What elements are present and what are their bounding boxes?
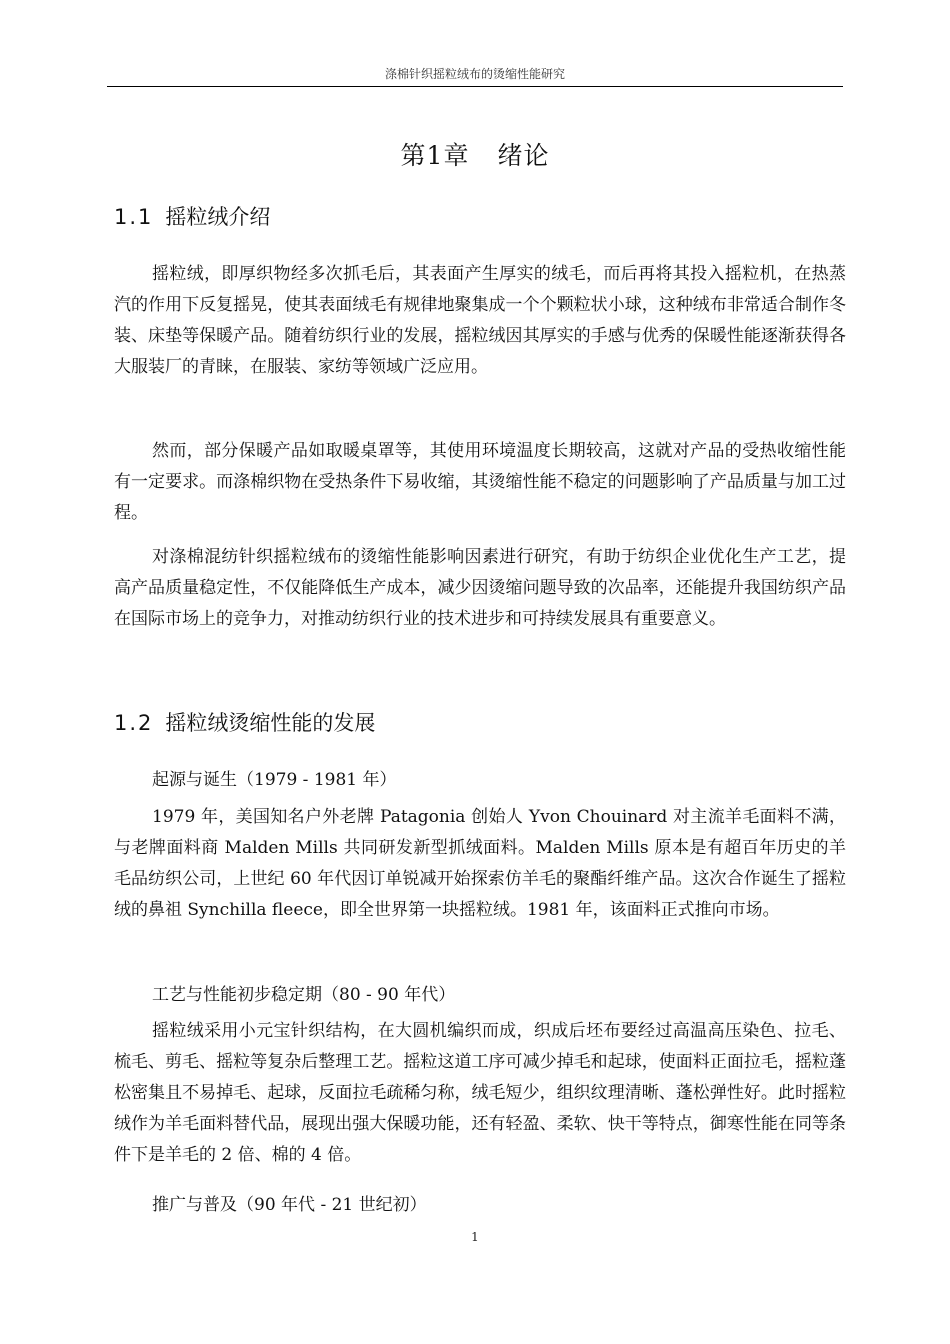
chapter-prefix: 第 [400,141,427,170]
section-title: 摇粒绒介绍 [165,205,271,229]
section-title: 摇粒绒烫缩性能的发展 [165,711,376,735]
header-divider [107,86,843,87]
subheading-paragraph: 起源与诞生（1979 - 1981 年） [152,770,397,790]
chapter-number: 1 [426,141,444,170]
chapter-suffix: 章 [443,141,470,170]
paragraph: 然而，部分保暖产品如取暖桌罩等，其使用环境温度长期较高，这就对产品的受热收缩性能有一定要求。而涤棉织物在受热条件下易收缩，其烫缩性能不稳定的问题影响了产品质量与加工过程。 [114,441,846,523]
chapter-name: 绪论 [497,141,550,170]
subheading-paragraph: 工艺与性能初步稳定期（80 - 90 年代） [152,985,456,1005]
section-heading-1-1 [114,202,270,232]
section-heading-1-2 [114,708,375,738]
running-header: 涤棉针织摇粒绒布的烫缩性能研究 [384,67,565,81]
paragraph: 1979 年，美国知名户外老牌 Patagonia 创始人 Yvon Chouinard 对主流羊毛面料不满，与老牌面料商 Malden Mills 共同研发新型抓绒面料。Malden Mills 原本是有超百年历史的羊毛品纺织公司，上世纪 60 年代因订单锐减开始探索仿羊毛的聚酯纤维产品。这次合作诞生了摇粒绒的鼻祖 Synchilla fleece，即全世界第一块摇粒绒。1981 年，该面料正式推向市场。 [114,807,846,920]
paragraph: 摇粒绒，即厚织物经多次抓毛后，其表面产生厚实的绒毛，而后再将其投入摇粒机，在热蒸汽的作用下反复摇晃，使其表面绒毛有规律地聚集成一个个颗粒状小球，这种绒布非常适合制作冬装、床垫等保暖产品。随着纺织行业的发展，摇粒绒因其厚实的手感与优秀的保暖性能逐渐获得各大服装厂的青睐，在服装、家纺等领域广泛应用。 [114,264,846,377]
paragraph: 对涤棉混纺针织摇粒绒布的烫缩性能影响因素进行研究，有助于纺织企业优化生产工艺，提高产品质量稳定性，不仅能降低生产成本，减少因烫缩问题导致的次品率，还能提升我国纺织产品在国际市场上的竞争力，对推动纺织行业的技术进步和可持续发展具有重要意义。 [114,547,846,629]
page-number: 1 [471,1230,479,1244]
section-number: 1.1 [114,205,154,229]
section-number: 1.2 [114,711,154,735]
subheading-paragraph: 推广与普及（90 年代 - 21 世纪初） [152,1195,427,1215]
chapter-title [107,138,843,174]
paragraph: 摇粒绒采用小元宝针织结构，在大圆机编织而成，织成后坯布要经过高温高压染色、拉毛、梳毛、剪毛、摇粒等复杂后整理工艺。摇粒这道工序可减少掉毛和起球，使面料正面拉毛，摇粒蓬松密集且不易掉毛、起球，反面拉毛疏稀匀称，绒毛短少，组织纹理清晰、蓬松弹性好。此时摇粒绒作为羊毛面料替代品，展现出强大保暖功能，还有轻盈、柔软、快干等特点，御寒性能在同等条件下是羊毛的 2 倍、棉的 4 倍。 [114,1021,846,1165]
